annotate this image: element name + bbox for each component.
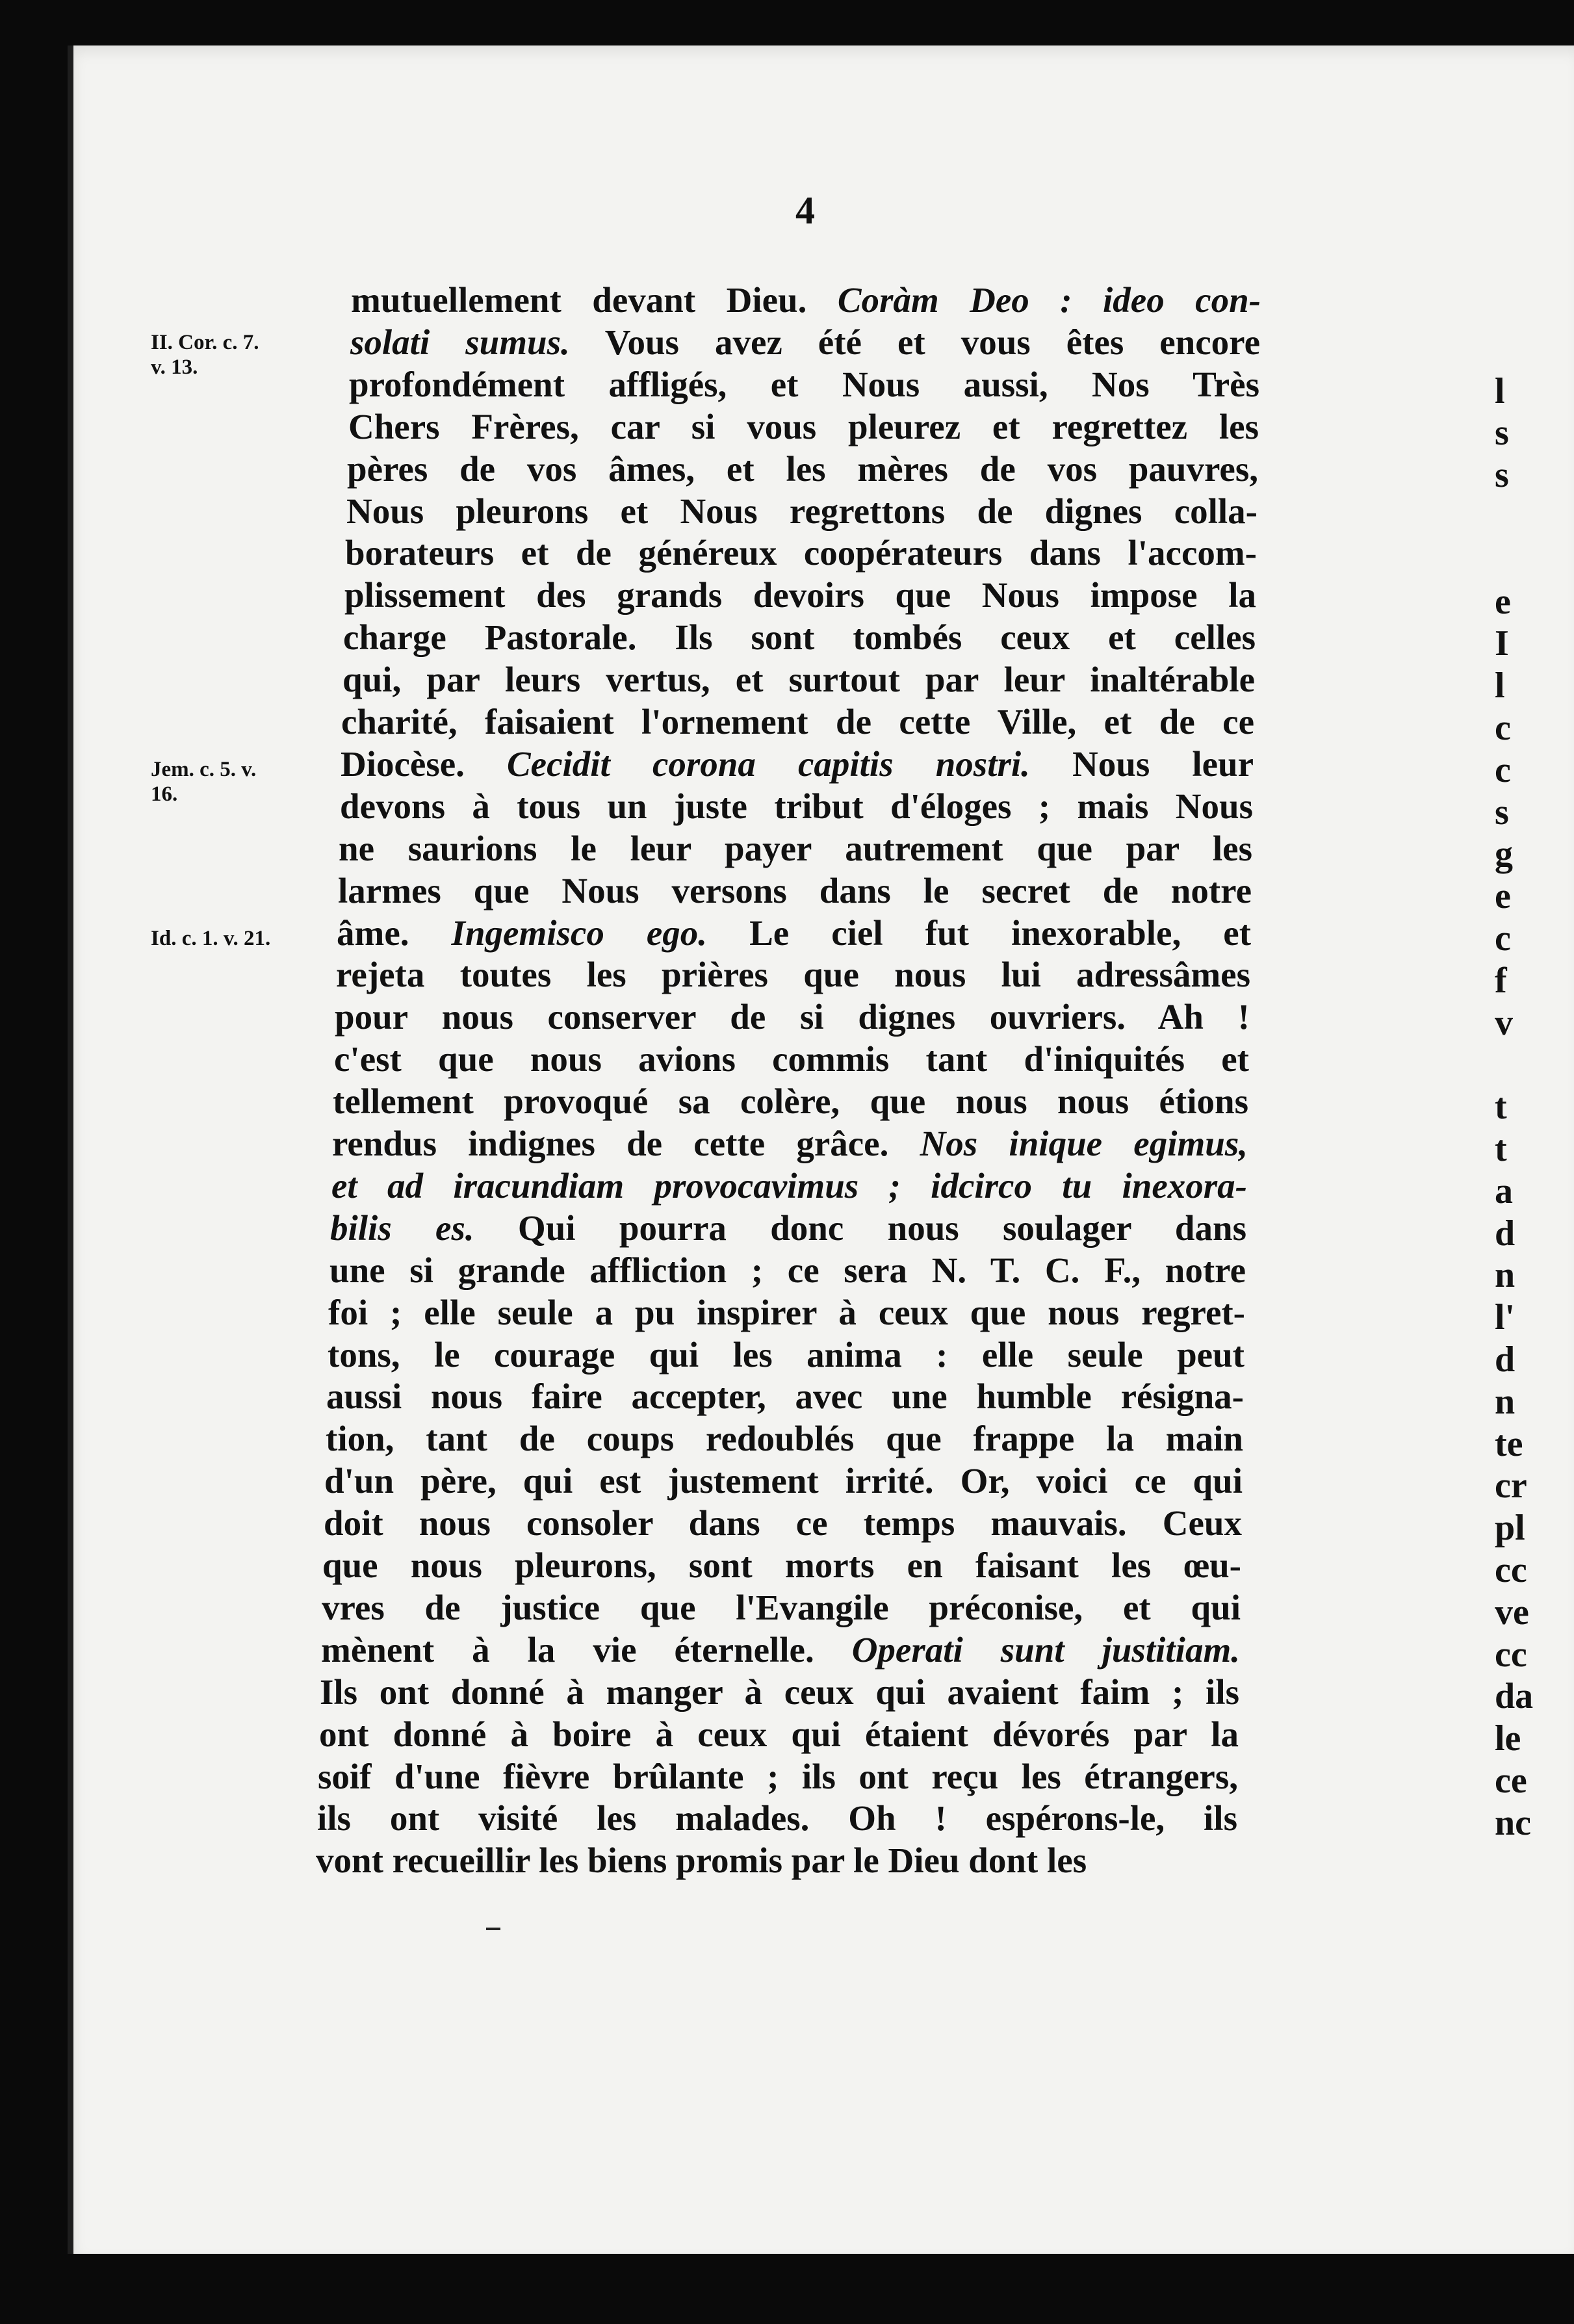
facing-page-fragment: t xyxy=(1495,1087,1507,1128)
text-segment: mutuellement devant Dieu. xyxy=(351,280,838,320)
text-segment: une si grande affliction ; ce sera N. T. C. F., notre xyxy=(329,1250,1246,1290)
facing-page-fragment: le xyxy=(1495,1718,1521,1759)
facing-page-fragment: cc xyxy=(1495,1634,1527,1675)
text-segment: larmes que Nous versons dans le secret de notre xyxy=(338,871,1252,910)
text-line xyxy=(345,532,1257,574)
text-line xyxy=(329,1250,1246,1291)
facing-page-fragment: g xyxy=(1495,834,1513,875)
text-line xyxy=(338,870,1252,912)
margin-note-line: 16. xyxy=(151,782,178,806)
text-segment: aussi nous faire accepter, avec une humble résigna- xyxy=(326,1376,1244,1416)
latin-quotation: solati sumus. xyxy=(350,322,570,362)
facing-page-fragment: f xyxy=(1495,960,1507,1001)
text-line xyxy=(331,1165,1247,1207)
facing-page-fragment: s xyxy=(1495,792,1509,833)
margin-note-2 xyxy=(151,757,339,807)
latin-quotation: Nos inique egimus, xyxy=(920,1124,1248,1163)
facing-page-fragment: d xyxy=(1495,1339,1516,1380)
text-segment: pour nous conserver de si dignes ouvriers. Ah ! xyxy=(335,997,1250,1037)
facing-page-fragment: ve xyxy=(1495,1592,1529,1633)
text-segment: que nous pleurons, sont morts en faisant les œu- xyxy=(322,1545,1241,1585)
text-line xyxy=(336,954,1250,996)
text-line xyxy=(347,448,1258,490)
facing-page-fragment xyxy=(1495,286,1574,328)
text-segment: Le ciel fut inexorable, et xyxy=(707,913,1252,953)
text-segment: pères de vos âmes, et les mères de vos pauvres, xyxy=(347,449,1258,489)
text-line xyxy=(348,406,1259,448)
text-segment: plissement des grands devoirs que Nous impose la xyxy=(344,575,1256,615)
text-segment: Diocèse. xyxy=(341,744,507,784)
text-line xyxy=(343,617,1256,658)
facing-page-fragment xyxy=(1495,328,1574,370)
text-line xyxy=(317,1798,1237,1839)
text-line xyxy=(334,1039,1249,1080)
text-line xyxy=(326,1418,1243,1460)
facing-page-fragment: c xyxy=(1495,749,1511,790)
text-line xyxy=(322,1587,1241,1629)
latin-quotation: Ingemisco ego. xyxy=(451,913,708,953)
latin-quotation: Coràm Deo : ideo con- xyxy=(837,280,1261,320)
text-segment: foi ; elle seule a pu inspirer à ceux que nous regret- xyxy=(328,1293,1245,1332)
facing-page-fragment: c xyxy=(1495,918,1511,959)
text-segment: rendus indignes de cette grâce. xyxy=(332,1124,920,1163)
text-line xyxy=(339,828,1252,870)
facing-page-fragment: s xyxy=(1495,413,1509,454)
facing-page-fragment xyxy=(1495,1044,1574,1086)
facing-page-fragment: c xyxy=(1495,707,1511,748)
text-line xyxy=(344,575,1256,616)
text-segment: Nous pleurons et Nous regrettons de dignes colla- xyxy=(346,491,1258,531)
text-line xyxy=(322,1545,1241,1586)
text-line xyxy=(350,322,1260,363)
text-line xyxy=(341,701,1254,743)
facing-page-fragment: a xyxy=(1495,1170,1513,1211)
facing-page-fragment: e xyxy=(1495,581,1511,622)
margin-note-line: v. 13. xyxy=(151,355,198,379)
text-segment: qui, par leurs vertus, et surtout par leur inaltérable xyxy=(342,660,1255,699)
facing-page-fragment: pl xyxy=(1495,1508,1525,1549)
text-line xyxy=(324,1460,1243,1502)
text-segment: tons, le courage qui les anima : elle seule peut xyxy=(328,1335,1245,1375)
text-segment: ils ont visité les malades. Oh ! espérons-le, ils xyxy=(317,1798,1237,1838)
page-number: 4 xyxy=(795,189,815,232)
margin-note-line: II. Cor. c. 7. xyxy=(151,331,259,354)
text-segment: Vous avez été et vous êtes encore xyxy=(569,322,1260,362)
text-segment: soif d'une fièvre brûlante ; ils ont reçu les étrangers, xyxy=(318,1757,1238,1796)
text-line xyxy=(333,1081,1248,1122)
text-line xyxy=(330,1207,1246,1249)
latin-quotation: Operati sunt justitiam. xyxy=(851,1630,1240,1670)
text-segment: doit nous consoler dans ce temps mauvais. Ceux xyxy=(324,1503,1242,1543)
latin-quotation: Cecidit corona capitis nostri. xyxy=(507,744,1030,784)
text-line xyxy=(328,1334,1245,1376)
text-segment: devons à tous un juste tribut d'éloges ; mais Nous xyxy=(340,786,1253,826)
text-segment: tellement provoqué sa colère, que nous nous étions xyxy=(333,1081,1248,1121)
latin-quotation: bilis es. xyxy=(330,1208,474,1248)
latin-quotation: et ad iracundiam provocavimus ; idcirco tu inexora- xyxy=(331,1166,1247,1206)
text-segment: âme. xyxy=(337,913,452,953)
text-line xyxy=(318,1756,1238,1798)
text-line xyxy=(324,1503,1242,1544)
text-segment: Chers Frères, car si vous pleurez et regrettez les xyxy=(348,407,1259,446)
text-segment: charité, faisaient l'ornement de cette Ville, et de ce xyxy=(341,702,1254,742)
facing-page-fragment: cc xyxy=(1495,1549,1527,1590)
text-line xyxy=(328,1292,1245,1334)
text-segment: ne saurions le leur payer autrement que par les xyxy=(339,829,1252,868)
facing-page-fragment: l xyxy=(1495,665,1505,706)
text-segment: Ils ont donné à manger à ceux qui avaient faim ; ils xyxy=(320,1672,1239,1712)
facing-page-fragment: da xyxy=(1495,1676,1534,1717)
facing-page-fragment: l xyxy=(1495,370,1505,411)
text-line xyxy=(319,1714,1239,1755)
text-line xyxy=(321,1629,1240,1671)
facing-page-fragment: n xyxy=(1495,1381,1516,1422)
facing-page-fragment: t xyxy=(1495,1128,1507,1169)
text-segment: c'est que nous avions commis tant d'iniquités et xyxy=(334,1039,1249,1079)
text-segment: d'un père, qui est justement irrité. Or, voici ce qui xyxy=(324,1461,1243,1501)
text-segment: Qui pourra donc nous soulager dans xyxy=(474,1208,1246,1248)
text-line xyxy=(316,1840,1237,1881)
text-segment: rejeta toutes les prières que nous lui adressâmes xyxy=(336,955,1250,994)
facing-page-edge xyxy=(1495,286,1574,1982)
facing-page-fragment: nc xyxy=(1495,1802,1531,1843)
facing-page-fragment: te xyxy=(1495,1423,1523,1464)
facing-page-fragment: I xyxy=(1495,623,1509,664)
facing-page-fragment: e xyxy=(1495,876,1511,917)
margin-note-1 xyxy=(151,330,339,380)
text-line xyxy=(349,364,1259,406)
facing-page-fragment: cr xyxy=(1495,1465,1527,1506)
facing-page-fragment: ce xyxy=(1495,1760,1527,1801)
facing-page-fragment: d xyxy=(1495,1213,1516,1254)
text-segment: vres de justice que l'Evangile préconise, et qui xyxy=(322,1588,1241,1627)
text-line xyxy=(337,912,1251,954)
facing-page-fragment: n xyxy=(1495,1255,1516,1296)
text-segment: vont recueillir les biens promis par le Dieu dont les xyxy=(316,1840,1087,1880)
text-segment: charge Pastorale. Ils sont tombés ceux et celles xyxy=(343,617,1256,657)
margin-note-line: Jem. c. 5. v. xyxy=(151,758,257,781)
text-segment: profondément affligés, et Nous aussi, Nos Très xyxy=(349,365,1259,404)
text-segment: ont donné à boire à ceux qui étaient dévorés par la xyxy=(319,1714,1239,1754)
text-line xyxy=(332,1123,1248,1165)
facing-page-fragment: s xyxy=(1495,455,1509,496)
text-segment: tion, tant de coups redoublés que frappe la main xyxy=(326,1419,1243,1458)
text-line xyxy=(335,996,1250,1038)
margin-note-line: Id. c. 1. v. 21. xyxy=(151,927,271,950)
text-line xyxy=(351,279,1261,321)
facing-page-fragment xyxy=(1495,497,1574,539)
text-line xyxy=(320,1672,1239,1713)
text-segment: mènent à la vie éternelle. xyxy=(321,1630,852,1670)
text-line xyxy=(326,1376,1244,1417)
text-line xyxy=(346,491,1258,532)
margin-note-3 xyxy=(151,926,339,951)
text-line xyxy=(340,786,1253,827)
text-segment: Nous leur xyxy=(1029,744,1254,784)
printer-mark xyxy=(486,1928,500,1930)
facing-page-fragment: l' xyxy=(1495,1297,1516,1338)
text-line xyxy=(342,659,1255,701)
facing-page-fragment: v xyxy=(1495,1002,1513,1043)
text-segment: borateurs et de généreux coopérateurs dans l'accom- xyxy=(345,533,1257,573)
facing-page-fragment xyxy=(1495,539,1574,581)
text-line xyxy=(341,743,1254,785)
